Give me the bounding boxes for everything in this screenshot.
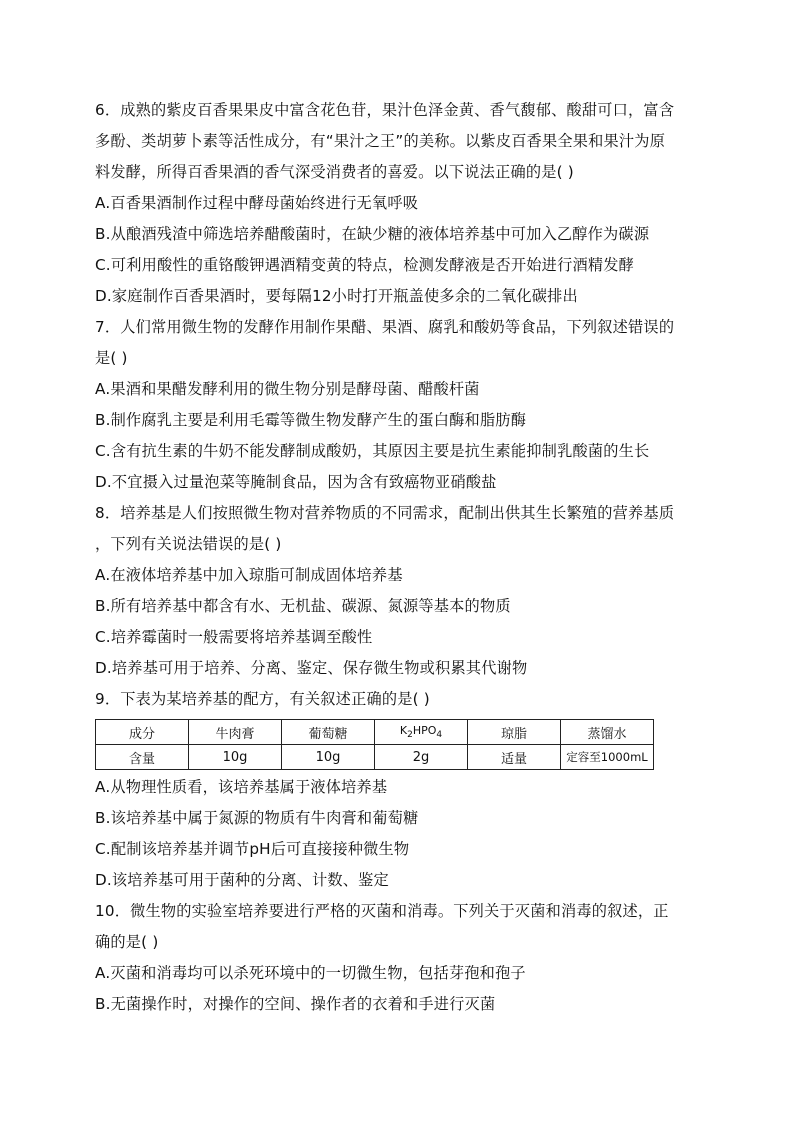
question-page [95,95,701,1020]
k2hpo4-hpo: HPO [412,723,437,737]
question-8 [95,498,701,684]
question-7-stem-line-2: 是( ) [95,349,128,367]
question-8-option-b: B.所有培养基中都含有水、无机盐、碳源、氮源等基本的物质 [95,597,511,615]
question-10-option-a: A.灭菌和消毒均可以杀死环境中的一切微生物，包括芽孢和孢子 [95,964,526,982]
recipe-table [95,719,654,770]
question-6-option-d: D.家庭制作百香果酒时，要每隔12小时打开瓶盖使多余的二氧化碳排出 [95,287,578,305]
question-7-option-a: A.果酒和果醋发酵利用的微生物分别是酵母菌、醋酸杆菌 [95,380,480,398]
recipe-table-header-row [96,720,654,745]
question-7-stem-line-1: 7．人们常用微生物的发酵作用制作果醋、果酒、腐乳和酸奶等食品，下列叙述错误的 [95,318,675,336]
question-8-option-d: D.培养基可用于培养、分离、鉴定、保存微生物或积累其代谢物 [95,659,528,677]
table-cell-k2hpo4 [375,720,468,745]
table-cell: 牛肉膏 [189,720,282,745]
table-cell: 2g [375,745,468,770]
question-9 [95,684,701,896]
k2hpo4-sub-4: 4 [436,730,443,741]
table-cell: 葡萄糖 [282,720,375,745]
k2hpo4-sub-2: 2 [407,730,413,741]
table-cell: 琼脂 [468,720,561,745]
question-6-stem-line-1: 6．成熟的紫皮百香果果皮中富含花色苷，果汁色泽金黄、香气馥郁、酸甜可口，富含 [95,101,675,119]
question-8-stem-line-1: 8．培养基是人们按照微生物对营养物质的不同需求，配制出供其生长繁殖的营养基质 [95,504,675,522]
question-7 [95,312,701,498]
question-9-option-d: D.该培养基可用于菌种的分离、计数、鉴定 [95,871,389,889]
question-7-option-c: C.含有抗生素的牛奶不能发酵制成酸奶，其原因主要是抗生素能抑制乳酸菌的生长 [95,442,650,460]
question-7-option-d: D.不宜摄入过量泡菜等腌制食品，因为含有致癌物亚硝酸盐 [95,473,497,491]
question-8-stem-line-2: ，下列有关说法错误的是( ) [95,535,282,553]
question-10-stem-line-2: 确的是( ) [95,933,159,951]
question-9-stem-line-1: 9．下表为某培养基的配方，有关叙述正确的是( ) [95,690,430,708]
table-cell: 蒸馏水 [561,720,654,745]
table-cell: 成分 [96,720,189,745]
table-cell: 定容至1000mL [561,745,654,770]
k2hpo4-k: K [399,723,408,737]
recipe-table-content-row [96,745,654,770]
question-10-option-b: B.无菌操作时，对操作的空间、操作者的衣着和手进行灭菌 [95,995,496,1013]
table-cell: 适量 [468,745,561,770]
question-6-stem-line-2: 多酚、类胡萝卜素等活性成分，有“果汁之王”的美称。以紫皮百香果全果和果汁为原 [95,132,666,150]
question-8-option-a: A.在液体培养基中加入琼脂可制成固体培养基 [95,566,403,584]
question-10-stem-line-1: 10．微生物的实验室培养要进行严格的灭菌和消毒。下列关于灭菌和消毒的叙述，正 [95,902,669,920]
question-9-option-b: B.该培养基中属于氮源的物质有牛肉膏和葡萄糖 [95,809,419,827]
question-9-option-a: A.从物理性质看，该培养基属于液体培养基 [95,778,388,796]
question-6-stem-line-3: 料发酵，所得百香果酒的香气深受消费者的喜爱。以下说法正确的是( ) [95,163,574,181]
question-10 [95,896,701,1020]
table-cell: 10g [282,745,375,770]
question-9-option-c: C.配制该培养基并调节pH后可直接接种微生物 [95,840,410,858]
question-6-option-b: B.从酿酒残渣中筛选培养醋酸菌时，在缺少糖的液体培养基中可加入乙醇作为碳源 [95,225,650,243]
question-6-option-a: A.百香果酒制作过程中酵母菌始终进行无氧呼吸 [95,194,419,212]
question-8-option-c: C.培养霉菌时一般需要将培养基调至酸性 [95,628,373,646]
table-cell: 10g [189,745,282,770]
question-7-option-b: B.制作腐乳主要是利用毛霉等微生物发酵产生的蛋白酶和脂肪酶 [95,411,527,429]
question-6-option-c: C.可利用酸性的重铬酸钾遇酒精变黄的特点，检测发酵液是否开始进行酒精发酵 [95,256,635,274]
question-6 [95,95,701,312]
table-cell: 含量 [96,745,189,770]
